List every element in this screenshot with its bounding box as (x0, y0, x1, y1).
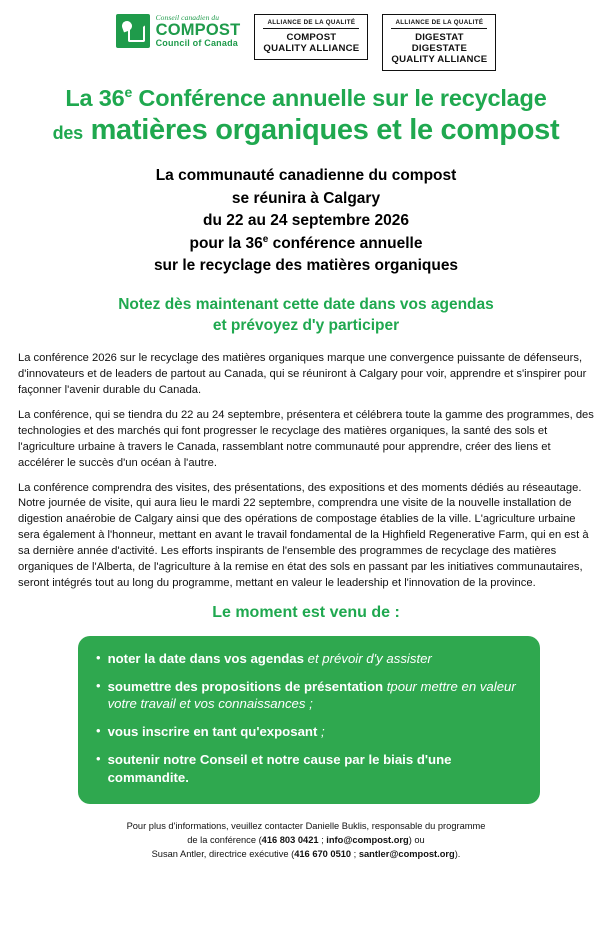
footer-sep: ; (318, 834, 327, 845)
footer-line-2-pre: de la conférence ( (187, 834, 262, 845)
subtitle-line-2: se réunira à Calgary (231, 189, 381, 207)
list-item (96, 678, 522, 712)
footer-line-3-post: ). (454, 848, 461, 859)
call-to-action-box (78, 636, 540, 804)
title-line-2-main: matières organiques et le compost (90, 114, 560, 147)
footer-line-2 (40, 834, 572, 848)
subtitle-line-3: du 22 au 24 septembre 2026 (203, 212, 409, 230)
subtitle-line-1: La communauté canadienne du compost (155, 167, 457, 185)
save-the-date-note (0, 294, 612, 337)
badge-line-3: QUALITY ALLIANCE (391, 54, 488, 66)
logo-line-2: COMPOST (155, 21, 241, 40)
body-paragraph-3: La conférence comprendra des visites, des présentations, des expositions et des moments dédiés au réseautage. Notre journée de visite, qui aura lieu le mardi 22 septembre, comprendra une visite de la nouvelle installation de digestion anaérobie de Calgary ainsi que des opérations de compostage établies de la ville. L'agriculture urbaine sera également à l'honneur, mettant en avant le travail fondamental de la Highfield Regenerative Farm, qui en est à sa dernière année d'activité. Les efforts inspirants de l'ensemble des programmes de recyclage des matières organiques de l'Alberta, de l'agriculture à la remise en état des sols en passant par les initiatives communautaires, seront intégrés tout au long du programme, mettant en valeur le leadership et l'innovation de la province. (18, 481, 589, 589)
save-the-date-line-1: Notez dès maintenant cette date dans vos agendas (118, 295, 494, 313)
compost-council-of-canada-logo (116, 14, 241, 48)
title-line-1-pre: La 36 (65, 85, 125, 112)
list-item (96, 751, 522, 785)
action-label: soumettre des propositions de présentation (107, 679, 384, 695)
list-item (96, 723, 522, 740)
footer-line-3-pre: Susan Antler, directrice exécutive ( (151, 848, 295, 859)
badge-line-1: DIGESTAT (415, 32, 464, 43)
save-the-date-line-2: et prévoyez d'y participer (212, 317, 400, 335)
subtitle-line-4-post: conférence annuelle (268, 234, 423, 252)
logo-line-1: Conseil canadien du (155, 13, 220, 22)
footer-line-2-post: ) ou (408, 834, 425, 845)
subtitle-line-4-pre: pour la 36 (189, 234, 263, 252)
contact-phone-2: 416 670 0510 (294, 848, 352, 859)
logo-line-3: Council of Canada (155, 37, 238, 48)
body-paragraph-2: La conférence, qui se tiendra du 22 au 24 septembre, présentera et célébrera toute la gamme des programmes, des technologies et des marchés qui font progresser le recyclage des matières organiques, la santé des sols et l'agriculture urbaine à travers le Canada, rassemblant notre communauté pour apprendre, créer des liens et accélérer le succès d'un océan à l'autre. (18, 408, 594, 469)
badge-line-1: COMPOST (286, 32, 337, 43)
header-logo-row (0, 0, 612, 71)
action-label: vous inscrire en tant qu'exposant (107, 724, 318, 740)
badge-line-2: QUALITY ALLIANCE (263, 43, 360, 55)
title-line-2 (0, 115, 612, 147)
compost-leaf-icon (116, 14, 150, 48)
footer-line-3 (40, 848, 572, 862)
badge-top-label: ALLIANCE DE LA QUALITÉ (391, 19, 487, 29)
contact-phone-1: 416 803 0421 (261, 834, 319, 845)
bullet-icon: • (96, 751, 101, 767)
bullet-icon: • (96, 649, 101, 665)
contact-email-2[interactable]: santler@compost.org (358, 848, 455, 859)
footer-sep: ; (351, 848, 359, 859)
event-subtitle (0, 165, 612, 278)
body-copy (18, 351, 594, 592)
title-line-1 (0, 85, 612, 111)
action-label: soutenir notre Conseil et notre cause par le biais d'une commandite. (107, 752, 452, 785)
action-label: noter la date dans vos agendas (107, 650, 304, 666)
list-item (96, 650, 522, 667)
page-title (0, 85, 612, 147)
badge-top-label: ALLIANCE DE LA QUALITÉ (263, 19, 359, 29)
digestate-quality-alliance-badge (382, 14, 496, 71)
title-line-1-post: Conférence annuelle sur le recyclage (132, 85, 547, 112)
action-detail: et prévoir d'y assister (303, 650, 432, 666)
body-paragraph-1: La conférence 2026 sur le recyclage des matières organiques marque une convergence puissante de défenseurs, d'innovateurs et de leaders de partout au Canada, qui se réuniront à Calgary pour voir, apprendre et s'inspirer pour façonner l'avenir durable du Canada. (18, 352, 587, 396)
bullet-icon: • (96, 678, 101, 694)
action-detail: ; (317, 724, 325, 740)
badge-line-2: DIGESTATE (411, 43, 468, 55)
contact-email-1[interactable]: info@compost.org (326, 834, 409, 845)
title-ordinal-sup: e (124, 84, 133, 101)
subtitle-line-4 (0, 233, 612, 256)
bullet-icon: • (96, 723, 101, 739)
subtitle-line-5: sur le recyclage des matières organiques (153, 257, 459, 275)
subtitle-ordinal-sup: e (262, 233, 269, 245)
title-line-2-small: des (52, 123, 83, 144)
call-to-action-heading: Le moment est venu de : (212, 603, 400, 621)
compost-quality-alliance-badge (254, 14, 368, 60)
footer-line-1: Pour plus d'informations, veuillez contacter Danielle Buklis, responsable du programme (126, 820, 486, 831)
action-detail: tpour mettre en valeur votre travail et vos connaissances ; (107, 679, 516, 712)
footer-contact-info (40, 820, 572, 862)
